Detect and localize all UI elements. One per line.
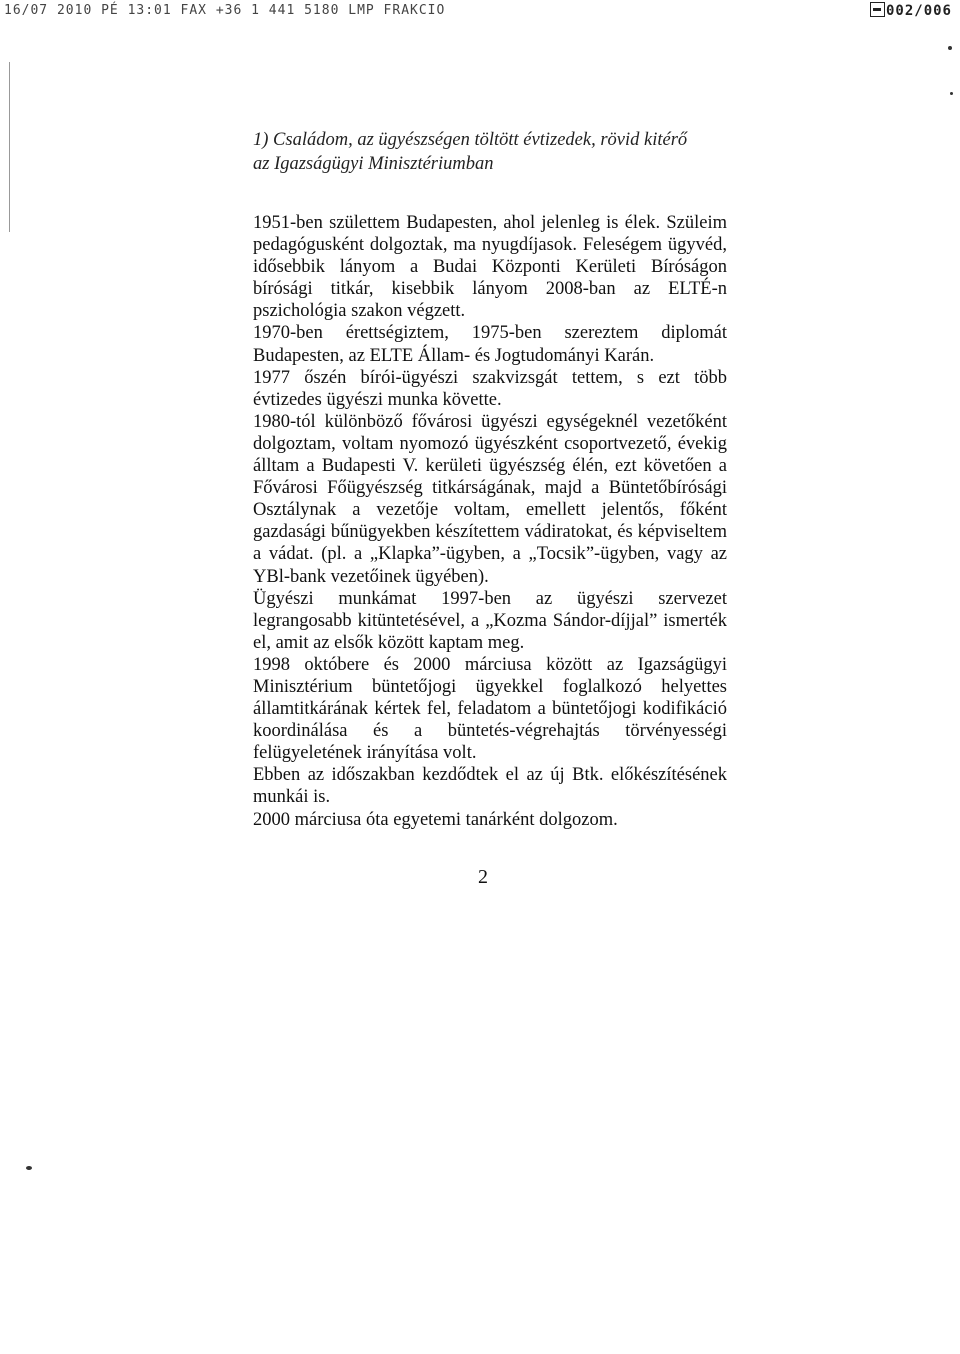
scan-margin-line (9, 62, 10, 232)
scan-speck-right (950, 92, 953, 95)
paragraph-prosecution-career: 1980-tól különböző fővárosi ügyészi egységeknél vezetőként dolgoztam, voltam nyomozó ügyészként csoportvezető, évekig álltam a Budapesti V. kerületi ügyészség élén, ezt követően a Fővárosi Főügyészség titkárságának, majd a Büntetőbírósági Osztálynak a vezetője voltam, emellett jelentős, főként gazdasági bűnügyekben készítettem vádiratokat, és képviseltem a vádat. (pl. a „Klapka”-ügyben, a „Tocsik”-ügyben, vagy az YBl-bank vezetőinek ügyében). (253, 411, 727, 587)
paragraph-bar-exam: 1977 őszén bírói-ügyészi szakvizsgát tettem, s ezt több évtizedes ügyészi munka követte. (253, 367, 727, 410)
fax-page-counter (870, 2, 952, 19)
fax-status-icon (870, 2, 885, 17)
paragraph-family: 1951-ben születtem Budapesten, ahol jelenleg is élek. Szüleim pedagógusként dolgoztak, ma nyugdíjasok. Feleségem ügyvéd, idősebbik lányom a Budai Központi Kerületi Bíróságon bírósági titkár, kisebbik lányom 2008-ban az ELTÉ-n pszichológia szakon végzett. (253, 213, 727, 322)
scan-speck-bottom-left (26, 1166, 32, 1170)
heading-line: 1) Családom, az ügyészségen töltött évtizedek, rövid kitérő (253, 130, 688, 150)
fax-page-count: 002/006 (885, 3, 952, 19)
paragraph-award: Ügyészi munkámat 1997-ben az ügyészi szervezet legrangosabb kitüntetésével, a „Kozma Sándor-díjjal” ismerték el, amit az elsők között kaptam meg. (253, 588, 727, 653)
section-heading (253, 128, 733, 176)
fax-header (0, 0, 960, 22)
paragraph-professorship: 2000 márciusa óta egyetemi tanárként dolgozom. (253, 809, 618, 830)
document-body (253, 212, 727, 831)
paragraph-education: 1970-ben érettségiztem, 1975-ben szereztem diplomát Budapesten, az ELTE Állam- és Jogtudományi Karán. (253, 323, 727, 366)
paragraph-criminal-code: Ebben az időszakban kezdődtek el az új Btk. előkészítésének munkái is. (253, 765, 727, 808)
paragraph-ministry: 1998 októbere és 2000 márciusa között az Igazságügyi Minisztérium büntetőjogi ügyekkel foglalkozó helyettes államtitkárának kértek fel, feladatom a büntetőjogi kodifikáció koordinálása és a büntetés-végrehajtás törvényességi felügyeletének irányítása volt. (253, 654, 727, 764)
heading-line: az Igazságügyi Minisztériumban (253, 154, 494, 174)
fax-transmission-line: 16/07 2010 PÉ 13:01 FAX +36 1 441 5180 LMP FRAKCIO (4, 3, 446, 18)
page-number: 2 (478, 866, 488, 888)
scan-speck-top-right (948, 46, 952, 50)
